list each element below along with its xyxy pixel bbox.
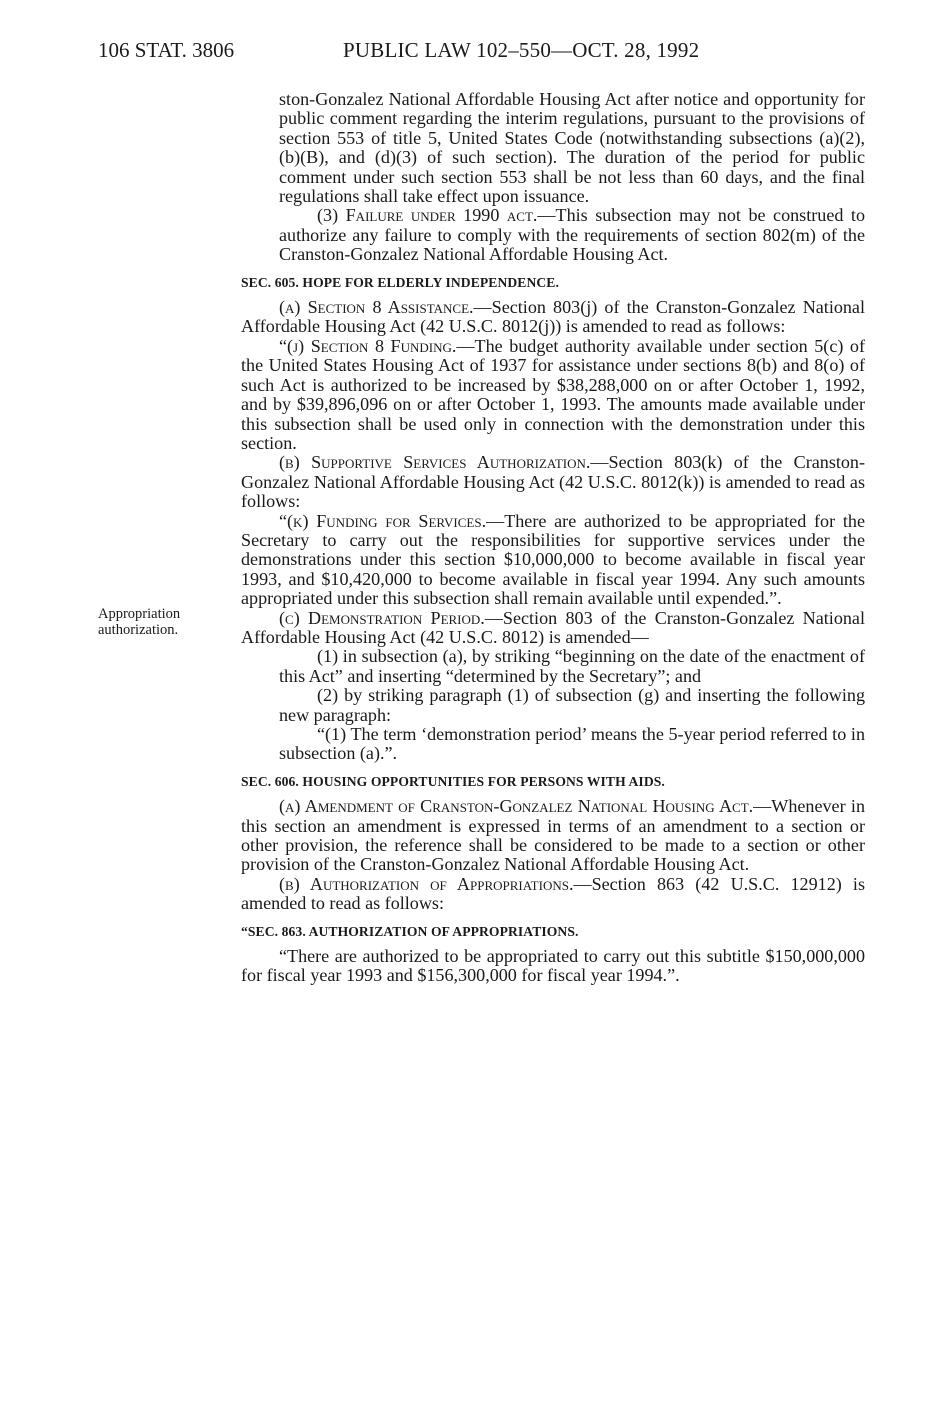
paragraph-continuation: ston-Gonzalez National Affordable Housing Act after notice and opportunity for public comment regarding the interim regulations, pursuant to the provisions of section 553 of title 5, United States Code (notwithstanding subsections (a)(2), (b)(B), and (d)(3) of such section). The duration of the period for public comment under such section 553 shall be not less than 60 days, and the final regulations shall take effect upon issuance. <box>279 89 865 207</box>
paragraph-authorization-text: “There are authorized to be appropriated to carry out this subtitle $150,000,000 for fiscal year 1993 and $156,300,000 for fiscal year 1994.”. <box>241 946 865 986</box>
subsection-heading: “(j) Section 8 Funding. <box>279 335 457 356</box>
subsection-heading: (b) Supportive Services Authorization. <box>279 452 591 473</box>
public-law-title: PUBLIC LAW 102–550—OCT. 28, 1992 <box>343 38 700 62</box>
quoted-paragraph-1: “(1) The term ‘demonstration period’ means the 5-year period referred to in subsection (a).”. <box>279 724 865 764</box>
subsection-c-demonstration-period: (c) Demonstration Period.—Section 803 of the Cranston-Gonzalez National Affordable Housing Act (42 U.S.C. 8012) is amended— <box>241 607 865 647</box>
subsection-a-section-8: (a) Section 8 Assistance.—Section 803(j) of the Cranston-Gonzalez National Affordable Housing Act (42 U.S.C. 8012(j)) is amended to read as follows: <box>241 297 865 337</box>
subsection-heading: (a) Amendment of Cranston-Gonzalez National Housing Act. <box>279 796 754 817</box>
subsection-a-amendment: (a) Amendment of Cranston-Gonzalez National Housing Act.—Whenever in this section an amendment is expressed in terms of an amendment to a section or other provision, the reference shall be considered to be made to a section or other provision of the Cranston-Gonzalez National Affordable Housing Act. <box>241 796 865 875</box>
subsection-heading: “(k) Funding for Services. <box>279 510 487 531</box>
margin-note-line-1: Appropriation <box>98 606 181 622</box>
margin-note <box>98 606 228 638</box>
section-heading-863: “SEC. 863. AUTHORIZATION OF APPROPRIATIONS. <box>241 923 579 939</box>
margin-note-line-2: authorization. <box>98 622 179 638</box>
subsection-b-authorization: (b) Authorization of Appropriations.—Section 863 (42 U.S.C. 12912) is amended to read as follows: <box>241 873 865 914</box>
section-heading-605: SEC. 605. HOPE FOR ELDERLY INDEPENDENCE. <box>241 274 559 290</box>
document-body <box>241 90 865 986</box>
subsection-heading: (c) Demonstration Period. <box>279 607 485 628</box>
paragraph-c-2: (2) by striking paragraph (1) of subsection (g) and inserting the following new paragraph: <box>279 685 865 725</box>
stat-page-number: 106 STAT. 3806 <box>98 38 235 62</box>
paragraph-heading: (3) Failure under 1990 act. <box>317 205 538 226</box>
subsection-heading: (a) Section 8 Assistance. <box>279 297 474 318</box>
section-heading-606: SEC. 606. HOUSING OPPORTUNITIES FOR PERSONS WITH AIDS. <box>241 773 665 789</box>
subsection-heading: (b) Authorization of Appropriations. <box>279 873 574 894</box>
quoted-subsection-j: “(j) Section 8 Funding.—The budget authority available under section 5(c) of the United States Housing Act of 1937 for assistance under sections 8(b) and 8(o) of such Act is authorized to be increased by $38,288,000 on or after October 1, 1992, and by $39,896,096 on or after October 1, 1993. The amounts made available under this subsection shall be used only in connection with the demonstration under this section. <box>241 335 866 453</box>
subsection-b-supportive-services: (b) Supportive Services Authorization.—Section 803(k) of the Cranston-Gonzalez National Affordable Housing Act (42 U.S.C. 8012(k)) is amended to read as follows: <box>241 452 866 512</box>
paragraph-c-1: (1) in subsection (a), by striking “beginning on the date of the enactment of this Act” and inserting “determined by the Secretary”; and <box>279 646 865 686</box>
paragraph-failure-1990: (3) Failure under 1990 act.—This subsection may not be construed to authorize any failure to comply with the requirements of section 802(m) of the Cranston-Gonzalez National Affordable Housing Act. <box>279 205 865 265</box>
quoted-subsection-k: “(k) Funding for Services.—There are authorized to be appropriated for the Secretary to carry out the responsibilities for supportive services under the demonstrations under this section $10,000,000 to become available in fiscal year 1993, and $10,420,000 to become available in fiscal year 1994. Any such amounts appropriated under this subsection shall remain available until expended.”. <box>241 510 865 609</box>
